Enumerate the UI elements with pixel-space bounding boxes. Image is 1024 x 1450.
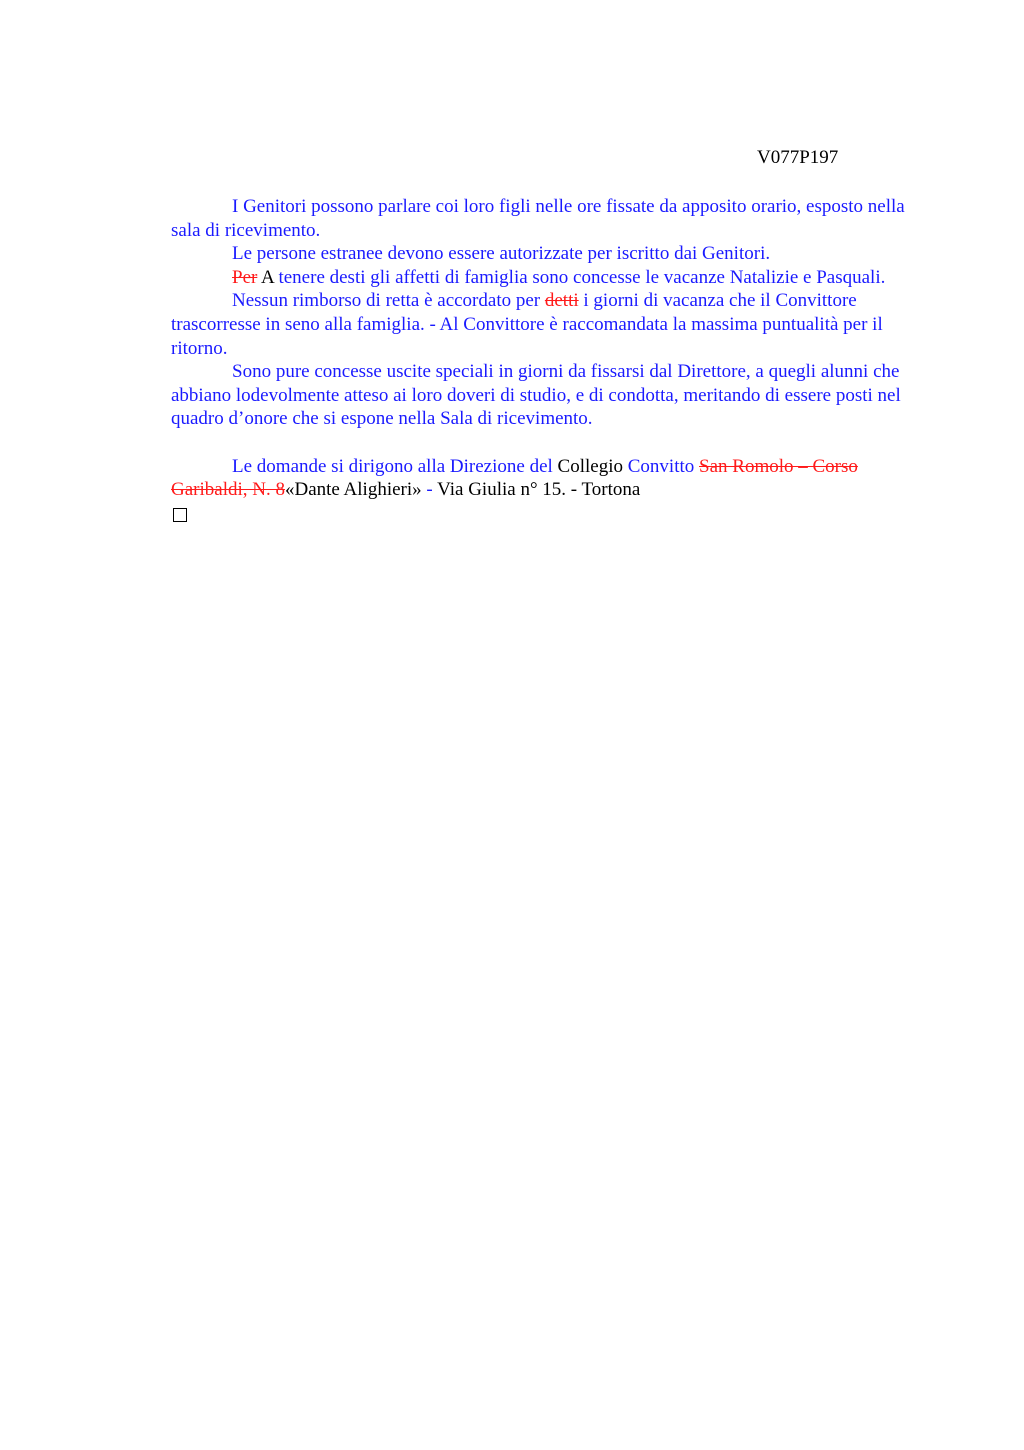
paragraph-text: Le domande si dirigono alla Direzione del [232, 455, 553, 477]
inserted-text: A [261, 266, 274, 288]
paragraph-text: Sono pure concesse uscite speciali in giorni da fissarsi dal Direttore, a quegli alunni che abbiano lodevolmente atteso ai loro doveri di studio, e di condotta, meritando di essere posti nel quadro d’onore che si espone nella Sala di ricevimento. [171, 361, 901, 430]
paragraph-text: Le persone estranee devono essere autorizzate per iscritto dai Genitori. [232, 243, 771, 265]
paragraph-refund [171, 289, 929, 360]
page-id: V077P197 [757, 147, 839, 168]
paragraph-holidays [171, 266, 929, 290]
paragraph-parents-visits [171, 195, 929, 242]
deleted-text: Per [232, 266, 258, 288]
inserted-text: Via Giulia n° 15. - Tortona [437, 479, 641, 501]
paragraph-text: tenere desti gli affetti di famiglia sono concesse le vacanze Natalizie e Pasquali. [278, 266, 886, 288]
deleted-text: San Romolo – Corso Garibaldi, N. 8 [171, 455, 858, 501]
inserted-text: «Dante Alighieri» [284, 479, 422, 501]
paragraph-outsiders [171, 242, 929, 266]
paragraph-text: I Genitori possono parlare coi loro figli nelle ore fissate da apposito orario, esposto nella sala di ricevimento. [171, 196, 905, 241]
paragraph-text: Nessun rimborso di retta è accordato per [232, 290, 541, 312]
paragraph-applications [171, 455, 929, 502]
inserted-text: Collegio [557, 455, 623, 477]
paragraph-text: Convitto [627, 455, 695, 477]
deleted-text: detti [544, 290, 579, 312]
paragraph-special-outings [171, 360, 929, 431]
paragraph-spacer [171, 431, 929, 455]
checkbox-glyph [173, 508, 187, 522]
paragraph-text: i giorni di vacanza che il Convittore trascorresse in seno alla famiglia. - Al Convittore è raccomandata la massima puntualità per il ritorno. [171, 290, 883, 359]
document-body [171, 195, 929, 522]
paragraph-text: - [426, 479, 433, 501]
